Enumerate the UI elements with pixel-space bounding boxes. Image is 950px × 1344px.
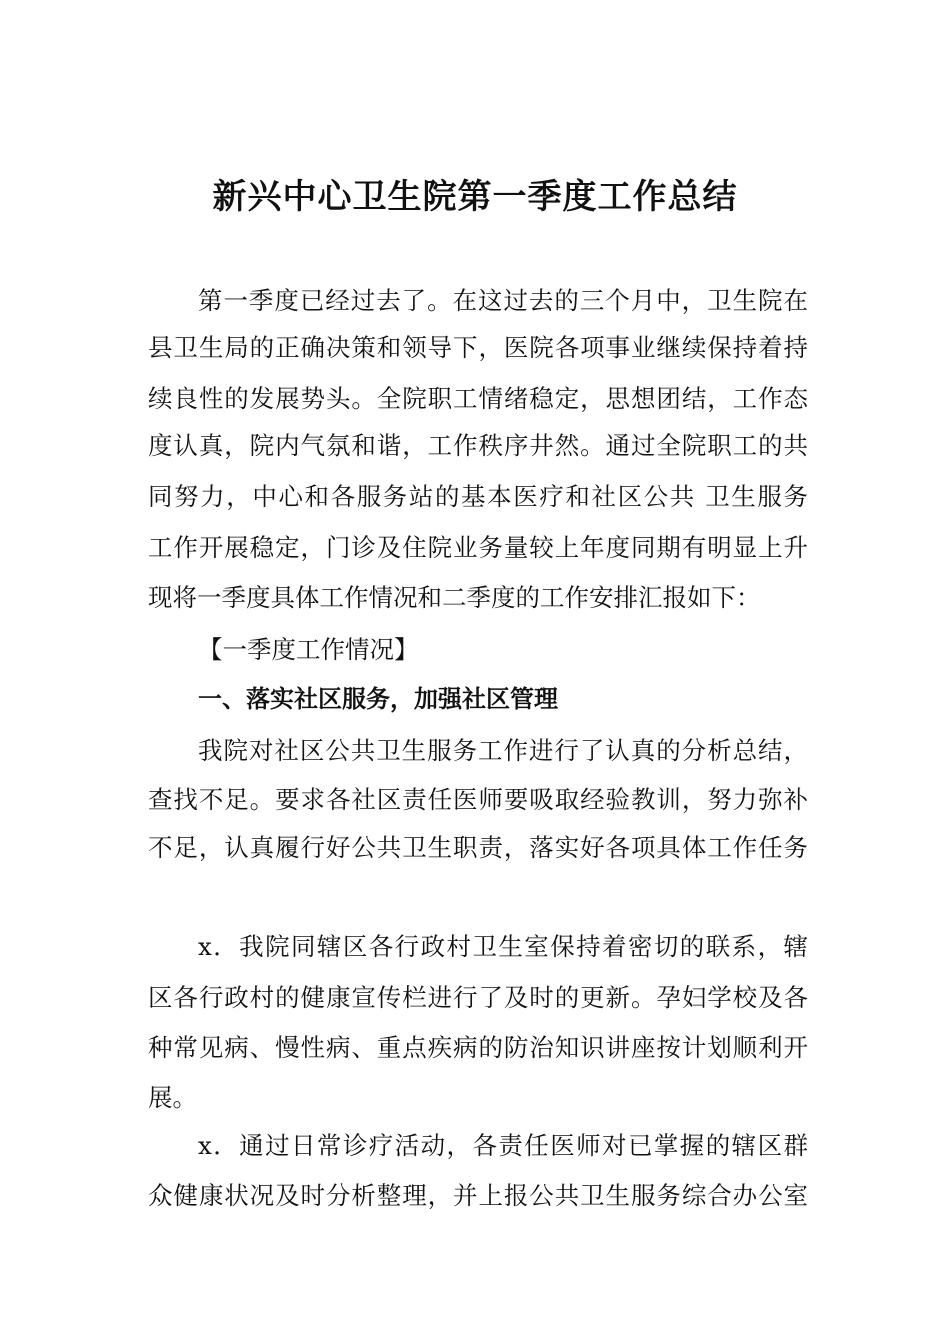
paragraph-line: 第一季度已经过去了。在这过去的三个月中，卫生院在: [198, 286, 808, 315]
section-heading: 一、落实社区服务，加强社区管理: [198, 685, 558, 713]
section-label: 【一季度工作情况】: [198, 635, 419, 664]
paragraph-line: 我院对社区公共卫生服务工作进行了认真的分析总结，: [198, 736, 808, 765]
paragraph-line: 展。: [148, 1083, 197, 1112]
paragraph-line: 县卫生局的正确决策和领导下，医院各项事业继续保持着持: [148, 333, 808, 362]
paragraph-line: 区各行政村的健康宣传栏进行了及时的更新。孕妇学校及各: [148, 983, 808, 1012]
paragraph-line: 众健康状况及时分析整理，并上报公共卫生服务综合办公室: [148, 1181, 808, 1210]
paragraph-line: 续良性的发展势头。全院职工情绪稳定，思想团结，工作态: [148, 384, 808, 413]
paragraph-line: 不足，认真履行好公共卫生职责，落实好各项具体工作任务: [148, 833, 808, 862]
paragraph-line: 工作开展稳定，门诊及住院业务量较上年度同期有明显上升: [148, 533, 808, 562]
paragraph-line: 度认真，院内气氛和谐，工作秩序井然。通过全院职工的共: [148, 431, 808, 460]
paragraph-line: 同努力，中心和各服务站的基本医疗和社区公共 卫生服务: [148, 482, 808, 511]
paragraph-line: 现将一季度具体工作情况和二季度的工作安排汇报如下：: [148, 583, 761, 612]
paragraph-line: 查找不足。要求各社区责任医师要吸取经验教训，努力弥补: [148, 785, 808, 814]
paragraph-line: 种常见病、慢性病、重点疾病的防治知识讲座按计划顺利开: [148, 1033, 808, 1062]
document-title: 新兴中心卫生院第一季度工作总结: [212, 177, 738, 217]
paragraph-line: x．我院同辖区各行政村卫生室保持着密切的联系，辖: [198, 932, 808, 961]
paragraph-line: x．通过日常诊疗活动，各责任医师对已掌握的辖区群: [198, 1131, 808, 1160]
